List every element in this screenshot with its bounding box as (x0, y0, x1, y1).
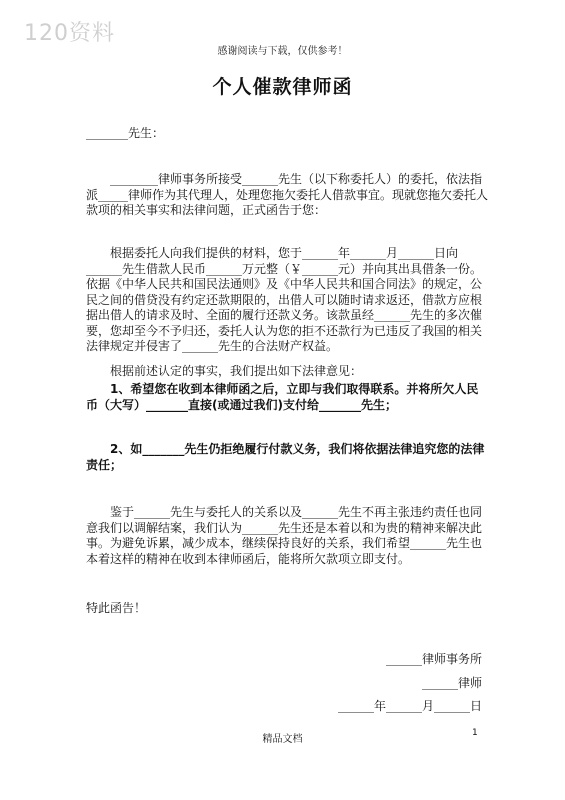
signature-lawyer: ______律师 (421, 676, 482, 690)
paragraph-commission: ________律师事务所接受______先生（以下称委托人）的委托，依法指派_____律师作为其代理人，处理您拖欠委托人借款事宜。现就您拖欠委托人款项的相关事实和法律问题，正式函告于您： (86, 172, 489, 217)
document-title: 个人催款律师函 (212, 76, 353, 98)
footer-label: 精品文档 (262, 734, 303, 745)
page-number: 1 (472, 728, 478, 738)
opinion-item-1: 1、希望您在收到本律师函之后，立即与我们取得联系。并将所欠人民币（大写）_______直接(或通过我们)支付给_______先生； (86, 382, 479, 412)
paragraph-mediation: 鉴于______先生与委托人的关系以及______先生不再主张违约责任也同意我们以调解结案，我们认为______先生还是本着以和为贵的精神来解决此事。为避免诉累，减少成本，继续保持良好的关系，我们希望______先生也本着这样的精神在收到本律师函后，能将所欠款项立即支付。 (86, 505, 483, 566)
signature-firm: ______律师事务所 (385, 652, 482, 666)
paragraph-facts: 根据委托人向我们提供的材料，您于______年______月______日向______先生借款人民币______万元整（￥______元）并向其出具借条一份。依据《中华人民共和国民法通则》及《中华人民共和国合同法》的规定，公民之间的借贷没有约定还款期限的，出借人可以随时请求返还，借款方应根据出借人的请求及时、全面的履行还款义务。该款虽经______先生的多次催要，您却至今不予归还，委托人认为您的拒不还款行为已违反了我国的相关法律规定并侵害了______先生的合法财产权益。 (86, 246, 483, 353)
closing-line: 特此函告！ (86, 601, 147, 615)
paragraph-opinion-intro: 根据前述认定的事实，我们提出如下法律意见： (110, 364, 363, 378)
opinion-item-2: 2、如_______先生仍拒绝履行付款义务，我们将依据法律追究您的法律责任； (86, 442, 485, 472)
header-note: 感谢阅读与下载，仅供参考！ (217, 46, 348, 57)
watermark-logo: 120资料 (24, 21, 115, 46)
salutation: _______先生： (86, 126, 165, 140)
signature-date: ______年______月______日 (337, 699, 482, 713)
